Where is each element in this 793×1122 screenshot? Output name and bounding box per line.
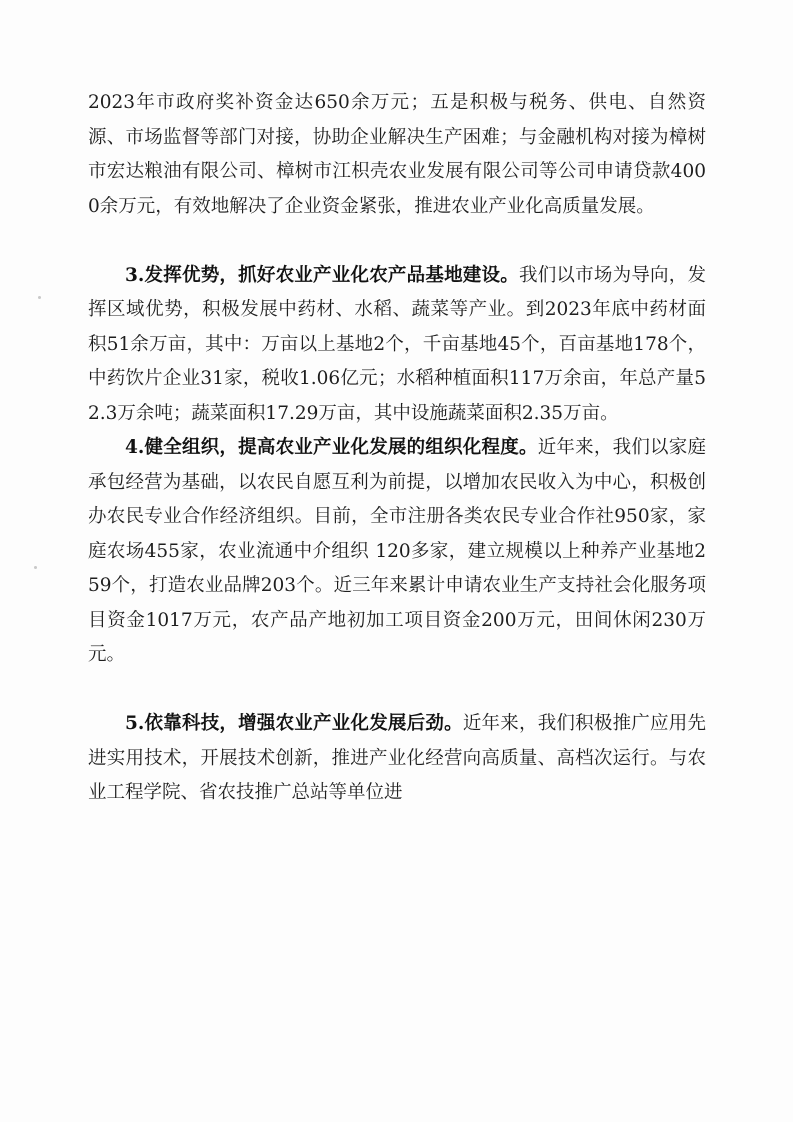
paragraph-text: 2023年市政府奖补资金达650余万元；五是积极与税务、供电、自然资源、市场监督等部门对接，协助企业解决生产困难；与金融机构对接为樟树市宏达粮油有限公司、樟树市江枳壳农业发展有限公司等公司申请贷款4000余万元，有效地解决了企业资金紧张，推进农业产业化高质量发展。 [88,92,706,217]
paragraph-text: 近年来，我们以家庭承包经营为基础，以农民自愿互利为前提，以增加农民收入为中心，积极创办农民专业合作经济组织。目前，全市注册各类农民专业合作社950家，家庭农场455家，农业流通中介组织 120多家，建立规模以上种养产业基地259个，打造农业品牌203个。近三年来累计申请农业生产支持社会化服务项目资金1017万元，农产品产地初加工项目资金200万元，田间休闲230万元。 [88,437,706,665]
paragraph-gap [88,224,706,259]
section-heading: 3.发挥优势，抓好农业产业化农产品基地建设。 [125,264,519,286]
paragraph-text: 近年来，我们积极推广应用先进实用技术，开展技术创新，推进产业化经营向高质量、高档次运行。与农业工程学院、省农技推广总站等单位进 [88,713,706,803]
paragraph-section-5 [88,707,706,811]
section-heading: 5.依靠科技，增强农业产业化发展后劲。 [125,713,463,734]
paragraph-gap [88,673,706,708]
scan-speck [34,566,37,569]
paragraph-section-4 [88,431,706,673]
document-body [88,86,706,811]
paragraph-text: 我们以市场为导向，发挥区域优势，积极发展中药材、水稻、蔬菜等产业。到2023年底中药材面积51余万亩，其中：万亩以上基地2个，千亩基地45个，百亩基地178个，中药饮片企业31家，税收1.06亿元；水稻种植面积117万余亩，年总产量52.3万余吨；蔬菜面积17.29万亩，其中设施蔬菜面积2.35万亩。 [88,264,706,424]
scan-speck [38,296,41,299]
section-heading: 4.健全组织，提高农业产业化发展的组织化程度。 [125,437,538,458]
paragraph-section-3 [88,259,706,432]
paragraph-funding-continued [88,86,706,224]
